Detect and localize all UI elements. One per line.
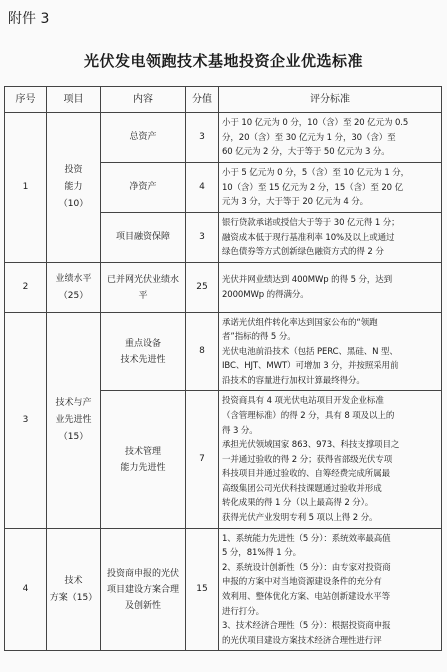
content-cell: 投资商申报的光伏 项目建设方案合理 及创新性 [101,529,186,651]
score-cell: 7 [186,391,219,529]
row-number: 2 [5,263,47,313]
standard-cell: 承诺光伏组件转化率达到国家公布的“领跑 者”指标的得 5 分。 光伏电池前沿技术（包括 PERC、黑硅、N 型、 IBC、HJT、MWT）可增加 3 分，并按照采用前 沿技术的容量进行加权计算最终得分。 [219,313,442,391]
standard-cell: 光伏并网业绩达到 400MWp 的得 5 分，达到 2000MWp 的得满分。 [219,263,442,313]
row-number: 4 [5,529,47,651]
attachment-label: 附件 3 [8,11,50,27]
content-cell: 已并网光伏业绩水 平 [101,263,186,313]
header-project: 项目 [47,87,101,113]
header-score: 分值 [186,87,219,113]
criteria-table [4,86,442,651]
content-cell: 项目融资保障 [101,213,186,263]
table-row [5,263,442,313]
content-cell: 净资产 [101,163,186,213]
category-cell: 技术 方案（15） [47,529,101,651]
table-header-row [5,87,442,113]
standard-cell: 银行贷款承诺或授信大于等于 30 亿元得 1 分； 融资成本低于现行基准利率 10%及以上或通过 绿色债券等方式创新绿色融资方式的得 2 分 [219,213,442,263]
header-content: 内容 [101,87,186,113]
content-cell: 技术管理 能力先进性 [101,391,186,529]
document-title: 光伏发电领跑技术基地投资企业优选标准 [83,52,363,70]
score-cell: 3 [186,113,219,163]
score-cell: 4 [186,163,219,213]
table-row [5,313,442,391]
score-cell: 3 [186,213,219,263]
score-cell: 25 [186,263,219,313]
standard-cell: 1、系统能力先进性（5 分）：系统效率最高值 5 分，81%得 1 分。 2、系统设计创新性（5 分）：由专家对投资商 申报的方案中对当地资源建设条件的充分有 效利用、整体优化方案、电站创新建设水平等 进行打分。 3、技术经济合理性（5 分）：根据投资商申报 的光伏项目建设方案技术经济合理性进行评 [219,529,442,651]
score-cell: 15 [186,529,219,651]
standard-cell: 小于 5 亿元为 0 分，5（含）至 10 亿元为 1 分， 10（含）至 15 亿元为 2 分，15（含）至 20 亿 元为 3 分，大于等于 20 亿元为 4 分。 [219,163,442,213]
category-cell: 技术与产 业先进性 （15） [47,313,101,529]
table-row [5,529,442,651]
standard-cell: 投资商具有 4 项光伏电站项目开发企业标准 （含管理标准）的得 2 分，具有 8 项及以上的 得 3 分。 承担光伏领域国家 863、973、科技支撑项目之 一并通过验收的得 2 分；获得省部级光伏专项 科技项目并通过验收的、自筹经费完成所属最 高级集团公司光伏科技课题通过验收并形成 转化成果的得 1 分（以上最高得 2 分）。 获得光伏产业发明专利 5 项以上得 2 分。 [219,391,442,529]
header-no: 序号 [5,87,47,113]
header-standard: 评分标准 [219,87,442,113]
content-cell: 重点设备 技术先进性 [101,313,186,391]
table-row [5,113,442,163]
row-number: 3 [5,313,47,529]
category-cell: 业绩水平 （25） [47,263,101,313]
score-cell: 8 [186,313,219,391]
standard-cell: 小于 10 亿元为 0 分，10（含）至 20 亿元为 0.5 分，20（含）至 30 亿元为 1 分，30（含）至 60 亿元为 2 分，大于等于 50 亿元为 3 分。 [219,113,442,163]
content-cell: 总资产 [101,113,186,163]
category-cell: 投资 能力 （10） [47,113,101,263]
row-number: 1 [5,113,47,263]
